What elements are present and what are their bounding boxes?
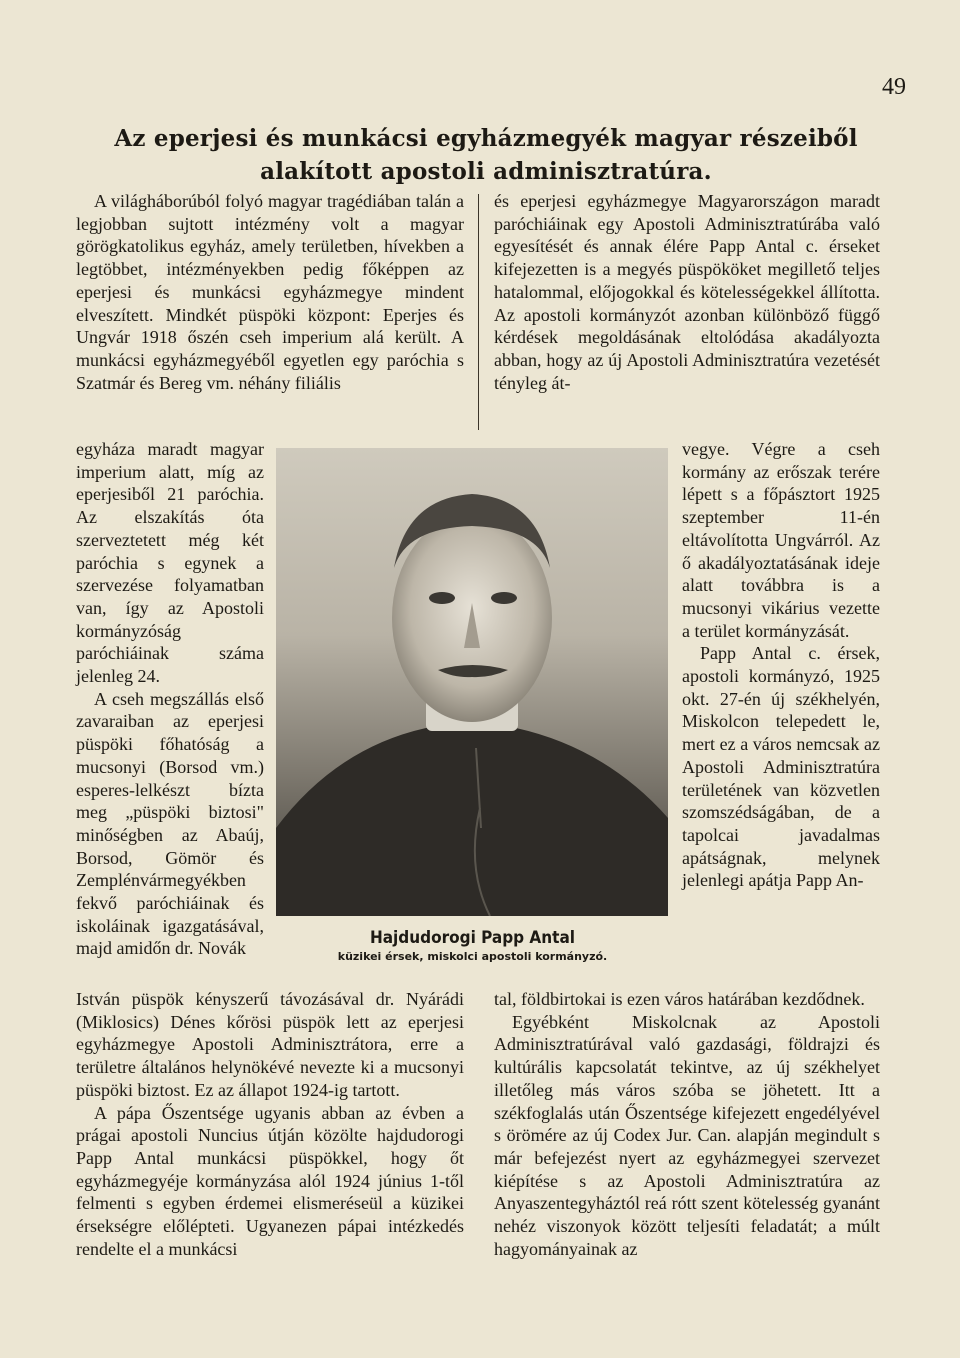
portrait-illustration <box>276 448 668 916</box>
portrait-photo <box>276 448 668 916</box>
page-number: 49 <box>882 74 906 100</box>
left-column-top <box>76 190 464 394</box>
paragraph: István püspök kényszerű távozásával dr. Nyárádi (Miklosics) Dénes kőrösi püspök lett az eperjesi egyházmegye Apostoli Adminisztrátora, erre a területre általános helynökévé nevezte ki a mucsonyi püspöki biztost. Ez az állapot 1924-ig tartott. <box>76 989 464 1100</box>
right-column-top <box>494 190 880 394</box>
left-column-bottom <box>76 988 464 1260</box>
paragraph: Papp Antal c. érsek, apostoli kormányzó, 1925 okt. 27-én új székhelyén, Miskolcon telepedett le, mert ez a város nemcsak az Apostoli Adminisztratúra területének van közvetlen szomszédságában, de a tapolcai javadalmas apátságnak, melynek jelenlegi apátja Papp An- <box>682 643 880 891</box>
paragraph: Egyébként Miskolcnak az Apostoli Adminisztratúrával való gazdasági, földrajzi és kultúrális kapcsolatát tekintve, az új székhelyet illetőleg más város szóba se jöhetett. Itt a székfoglalás után Őszentsége kifejezett engedélyével s örömére az új Codex Jur. Can. alapján megindult s már befejezést nyert az egyházmegyei szervezet kiépítése s az Apostoli Adminisztratúra az Anyaszentegyháztól reá rótt szent kötelesség gyanánt nehéz viszonyok között teljesíti feladatát; a múlt hagyományainak az <box>494 1011 880 1259</box>
left-column-wrap <box>76 438 264 960</box>
paragraph: A pápa Őszentsége ugyanis abban az évben a prágai apostoli Nuncius útján közölte hajdudorogi Papp Antal munkácsi püspökkel, hogy őt egyházmegyéje kormányzása alól 1924 június 1-től felmenti s egyben érdemei elismeréseül a küzikei érsekségre előlépteti. Ugyanezen pápai intézkedés rendelte el a munkácsi <box>76 1102 464 1259</box>
caption-role: küzikei érsek, miskolci apostoli kormányzó. <box>337 950 608 963</box>
right-column-wrap <box>682 438 880 892</box>
photo-caption <box>300 928 645 963</box>
paragraph: vegye. Végre a cseh kormány az erőszak terére lépett s a főpásztort 1925 szeptember 11-én eltávolította Ungvárról. Az ő akadályoztatásának ideje alatt továbbra is a mucsonyi vikárius vezette a terület kormányzását. <box>682 439 880 641</box>
paragraph: és eperjesi egyházmegye Magyarországon maradt paróchiáinak egy Apostoli Adminisztratúrába való egyesítését és annak élére Papp Antal c. érseket kifejezetten is a megyés püspököket megillető teljes hatalommal, előjogokkal és kötelességekkel állította. Az apostoli kormányzót azonban különböző függő kérdések megoldásának eltolódása akadályozta abban, hogy az új Apostoli Adminisztratúra vezetését tényleg át- <box>494 191 880 393</box>
paragraph: A világháborúból folyó magyar tragédiában talán a legjobban sujtott intézmény volt a magyar görögkatolikus egyház, amely területben, hívekben a legtöbbet, intézményekben pedig főképpen az eperjesi és munkácsi egyházmegye mindent elveszített. Mindkét püspöki központ: Eperjes és Ungvár 1918 őszén cseh imperium alá került. A munkácsi egyházmegyéből egyetlen egy paróchia s Szatmár és Bereg vm. néhány filiális <box>76 191 464 393</box>
right-column-bottom <box>494 988 880 1260</box>
paragraph: A cseh megszállás első zavaraiban az eperjesi püspöki főhatóság a mucsonyi (Borsod vm.) esperes-lelkészt bízta meg „püspöki biztosi" minőségben az Abaúj, Borsod, Gömör és Zemplénvármegyékben fekvő paróchiáinak és iskoláinak igazgatásával, majd amidőn dr. Novák <box>76 688 264 959</box>
paragraph: tal, földbirtokai is ezen város határában kezdődnek. <box>494 989 865 1009</box>
caption-name: Hajdudorogi Papp Antal <box>369 928 576 948</box>
article-title <box>66 122 906 188</box>
paragraph: egyháza maradt magyar imperium alatt, míg az eperjesiből 21 paróchia. Az elszakítás óta szerveztetett még két paróchia s egynek a szervezése folyamatban van, így az Apostoli kormányzóság paróchiáinak száma jelenleg 24. <box>76 439 264 687</box>
title-line-1: Az eperjesi és munkácsi egyházmegyék magyar részeiből <box>114 125 858 152</box>
title-line-2: alakított apostoli adminisztratúra. <box>260 158 712 185</box>
column-divider <box>478 194 479 430</box>
